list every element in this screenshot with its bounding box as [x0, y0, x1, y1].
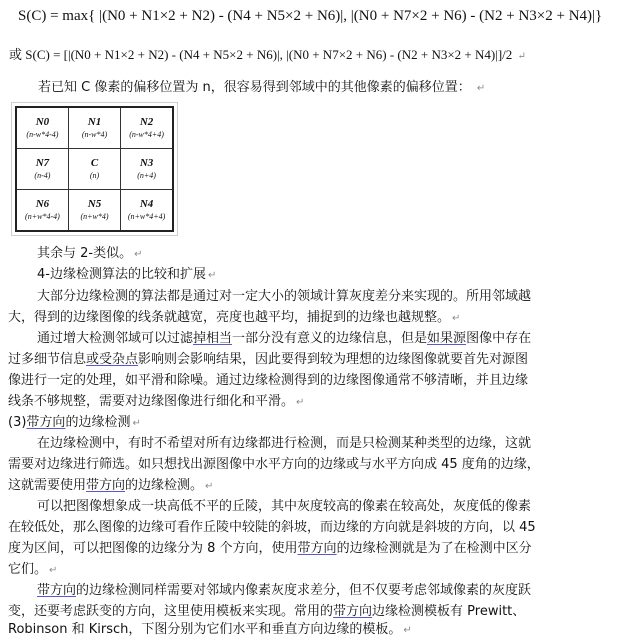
- neighborhood-grid-figure: [11, 102, 178, 236]
- grid-row: [16, 107, 173, 149]
- line-text: (3): [8, 415, 27, 430]
- equation-prefix: 或: [9, 48, 23, 63]
- equation-max-text: S(C) = max{ |(N0 + N1×2 + N2) - (N4 + N5×2 + N6)|, |(N0 + N7×2 + N6) - (N2 + N3×2 + N4)|}: [18, 8, 603, 24]
- line-text: 过多细节信息: [8, 352, 87, 367]
- text-line: [8, 520, 536, 536]
- cell-offset: (n+w*4+4): [127, 211, 166, 221]
- line-text: 需要对边缘进行筛选。如只想找出源图像中水平方向的边缘或与水平方向成 45 度角的边缘，: [8, 457, 540, 472]
- text-line: [8, 373, 528, 389]
- line-text: 在较低处，那么图像的边缘可看作丘陵中较陡的斜坡，而边缘的方向就是斜坡的方向，以 45: [8, 520, 536, 535]
- text-line: [37, 583, 531, 599]
- section-heading: [37, 267, 216, 284]
- line-text: 通过增大检测邻域可以过滤: [37, 331, 194, 346]
- paragraph-mark-icon: ↵: [132, 418, 141, 429]
- equation-average: [9, 46, 526, 66]
- cell-name: N7: [35, 156, 50, 169]
- text-line: [8, 478, 213, 495]
- paragraph-mark-icon: ↵: [207, 270, 217, 281]
- text-line: [37, 436, 531, 452]
- line-text: 4-边缘检测算法的比较和扩展: [37, 267, 206, 282]
- text-line: [37, 499, 531, 515]
- line-text: 的边缘检测同样需要对邻域内像素灰度求差分，但不仅要考虑邻域像素的灰度跃: [76, 583, 532, 598]
- text-line: [8, 457, 540, 473]
- text-line: [8, 622, 412, 639]
- underlined-text: 掉相当: [193, 331, 233, 346]
- text-line: [8, 352, 528, 368]
- line-text: 度为区间，可以把图像的边缘分为 8 个方向，使用: [8, 541, 298, 556]
- cell-name: N1: [87, 116, 102, 129]
- text-line: [8, 541, 532, 557]
- grid-cell-n4: [121, 189, 173, 231]
- cell-name: N0: [35, 116, 50, 129]
- cell-offset: (n+w*4-4): [25, 211, 60, 221]
- paragraph-mark-icon: ↵: [403, 625, 412, 636]
- underlined-text: 或受杂点: [86, 352, 139, 367]
- grid-cell-n3: [121, 149, 173, 190]
- paragraph-mark-icon: ↵: [296, 397, 305, 408]
- underlined-text: 带方向: [333, 604, 373, 619]
- line-text: 大，得到的边缘图像的线条就越宽，亮度也越平均，捕捉到的边缘也越规整。: [8, 310, 451, 325]
- paragraph-mark-icon: ↵: [476, 83, 486, 94]
- cell-offset: (n+w*4): [80, 211, 109, 221]
- equation-average-text: S(C) = [|(N0 + N1×2 + N2) - (N4 + N5×2 + N6)|, |(N0 + N7×2 + N6) - (N2 + N3×2 + N4)|]/2: [25, 47, 513, 62]
- line-text: 变，还要考虑跃变的方向，这里使用模板来实现。常用的: [8, 604, 334, 619]
- line-text: 大部分边缘检测的算法都是通过对一定大小的领域计算灰度差分来实现的。所用邻域越: [37, 289, 532, 304]
- cell-name: N2: [139, 116, 154, 129]
- line-text: 它们。: [8, 562, 48, 577]
- underlined-text: 带方向: [86, 478, 126, 493]
- line-text: 图像中存在: [466, 331, 532, 346]
- cell-offset: (n+4): [137, 170, 156, 180]
- line-text: 边缘检测模板有 Prewitt、: [372, 604, 526, 619]
- grid-row: [16, 189, 173, 231]
- underlined-text: 带方向: [37, 583, 77, 598]
- text-line: [37, 289, 531, 305]
- line-text: 这就需要使用: [8, 478, 87, 493]
- line-text: Robinson 和 Kirsch，下图分别为它们水平和垂直方向边缘的模板。: [8, 622, 402, 637]
- text-line: [8, 394, 304, 411]
- text-line: [37, 246, 143, 263]
- cell-name: N6: [35, 197, 50, 210]
- cell-name: N3: [139, 156, 154, 169]
- underlined-text: 带方向: [26, 415, 66, 430]
- paragraph-mark-icon: ↵: [205, 481, 214, 492]
- underlined-text: 带方向: [297, 541, 337, 556]
- grid-cell-n0: [16, 107, 68, 149]
- grid-cell-n7: [16, 149, 68, 190]
- grid-cell-n1: [68, 107, 120, 149]
- cell-name: N4: [139, 197, 154, 210]
- line-text: 的边缘检测就是为了在检测中区分: [336, 541, 532, 556]
- intro-sentence: 若已知 C 像素的偏移位置为 n，很容易得到邻域中的其他像素的偏移位置：: [38, 80, 471, 95]
- cell-offset: (n-w*4-4): [26, 130, 59, 140]
- text-line: [8, 604, 525, 620]
- line-text: 像进行一定的处理，如平滑和除噪。通过边缘检测得到的边缘图像通常不够清晰，并且边缘: [8, 373, 529, 388]
- line-text: 影响则会影响结果，因此要得到较为理想的边缘图像就要首先对源图: [138, 352, 529, 367]
- equation-max: [18, 7, 602, 25]
- cell-name: C: [90, 156, 99, 169]
- grid-cell-n2: [121, 107, 173, 149]
- text-line: [8, 562, 57, 579]
- grid-cell-n5: [68, 189, 120, 231]
- paragraph-mark-icon: ↵: [452, 313, 461, 324]
- grid-cell-n6: [16, 189, 68, 231]
- underlined-text: 如果源: [427, 331, 467, 346]
- grid-cell-c: [68, 149, 120, 190]
- grid-row: [16, 149, 173, 190]
- line-text: 线条不够规整，需要对边缘图像进行细化和平滑。: [8, 394, 295, 409]
- line-text: 的边缘检测。: [125, 478, 204, 493]
- intro-text: [38, 80, 485, 97]
- section-heading: [8, 415, 141, 432]
- line-text: 其余与 2-类似。: [37, 246, 133, 261]
- paragraph-mark-icon: ↵: [517, 51, 526, 62]
- line-text: 可以把图像想象成一块高低不平的丘陵，其中灰度较高的像素在较高处，灰度低的像素: [37, 499, 532, 514]
- cell-offset: (n): [89, 170, 100, 180]
- cell-offset: (n-4): [34, 170, 51, 180]
- cell-offset: (n-w*4): [81, 130, 108, 140]
- line-text: 一部分没有意义的边缘信息，但是: [232, 331, 428, 346]
- line-text: 在边缘检测中，有时不希望对所有边缘都进行检测，而是只检测某种类型的边缘，这就: [37, 436, 532, 451]
- text-line: [8, 310, 460, 327]
- neighborhood-grid: [15, 106, 174, 232]
- line-text: 的边缘检测: [65, 415, 131, 430]
- text-line: [37, 331, 531, 347]
- cell-offset: (n-w*4+4): [129, 130, 164, 140]
- cell-name: N5: [87, 197, 102, 210]
- paragraph-mark-icon: ↵: [134, 249, 143, 260]
- paragraph-mark-icon: ↵: [49, 565, 58, 576]
